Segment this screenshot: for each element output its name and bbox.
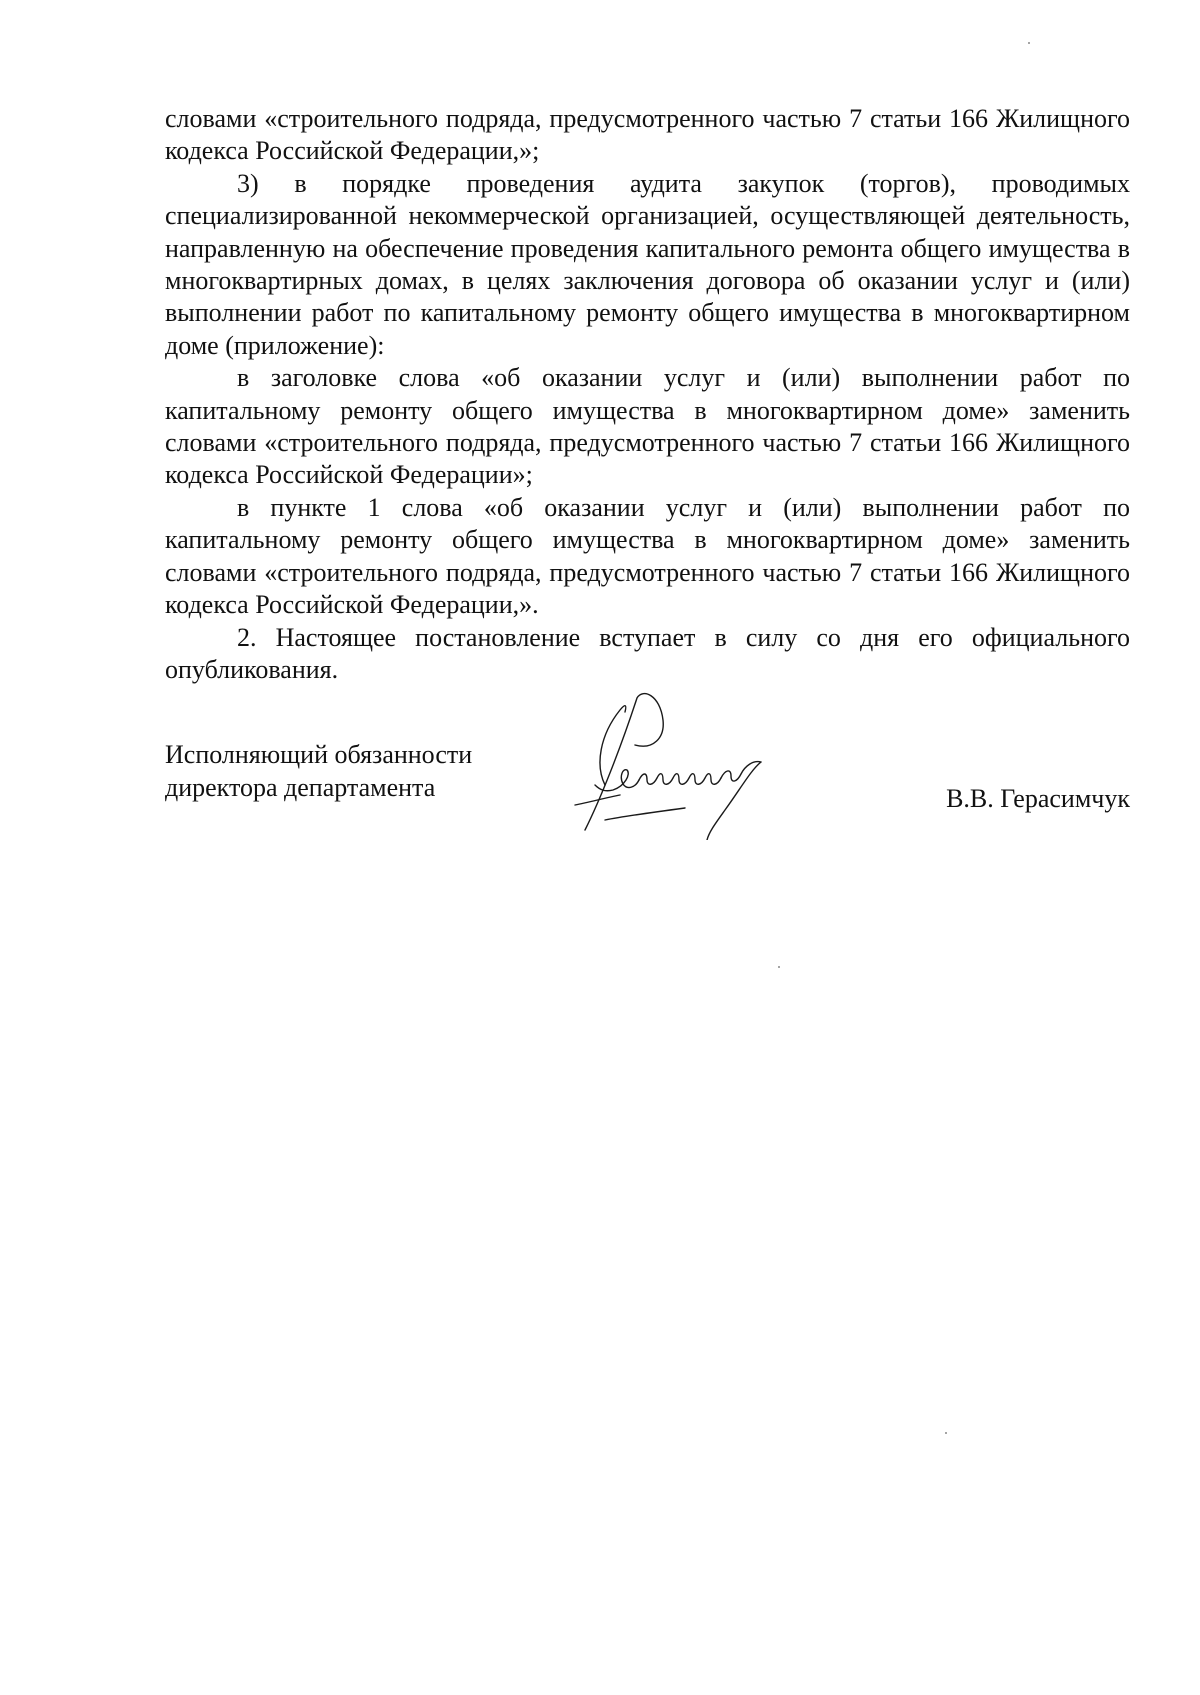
signatory-position: [165, 738, 472, 804]
signatory-position-line1: Исполняющий обязанности: [165, 740, 473, 769]
paragraph-effective-date: 2. Настоящее постановление вступает в силу со дня его официального опубликования.: [165, 622, 1130, 684]
handwritten-signature: [565, 690, 815, 840]
document-body: [165, 103, 1130, 686]
signatory-position-line2: директора департамента: [165, 773, 436, 802]
signature-block: [0, 690, 1200, 850]
scan-artifact: [945, 1432, 947, 1434]
paragraph-point-1-amendment: в пункте 1 слова «об оказании услуг и (или) выполнении работ по капитальному ремонту общего имущества в многоквартирном доме» заменить словами «строительного подряда, предусмотренного частью 7 статьи 166 Жилищного кодекса Российской Федерации,».: [165, 492, 1130, 620]
paragraph-continuation: словами «строительного подряда, предусмотренного частью 7 статьи 166 Жилищного кодекса Российской Федерации,»;: [165, 104, 1130, 166]
signatory-name: В.В. Герасимчук: [946, 784, 1130, 813]
scan-artifact: [1028, 42, 1030, 44]
paragraph-item-3: 3) в порядке проведения аудита закупок (торгов), проводимых специализированной некоммерческой организацией, осуществляющей деятельность, направленную на обеспечение проведения капитального ремонта общего имущества в многоквартирных домах, в целях заключения договора об оказании услуг и (или) выполнении работ по капитальному ремонту общего имущества в многоквартирном доме (приложение):: [165, 168, 1130, 360]
paragraph-heading-amendment: в заголовке слова «об оказании услуг и (или) выполнении работ по капитальному ремонту общего имущества в многоквартирном доме» заменить словами «строительного подряда, предусмотренного частью 7 статьи 166 Жилищного кодекса Российской Федерации»;: [165, 363, 1130, 490]
scan-artifact: [778, 966, 780, 968]
